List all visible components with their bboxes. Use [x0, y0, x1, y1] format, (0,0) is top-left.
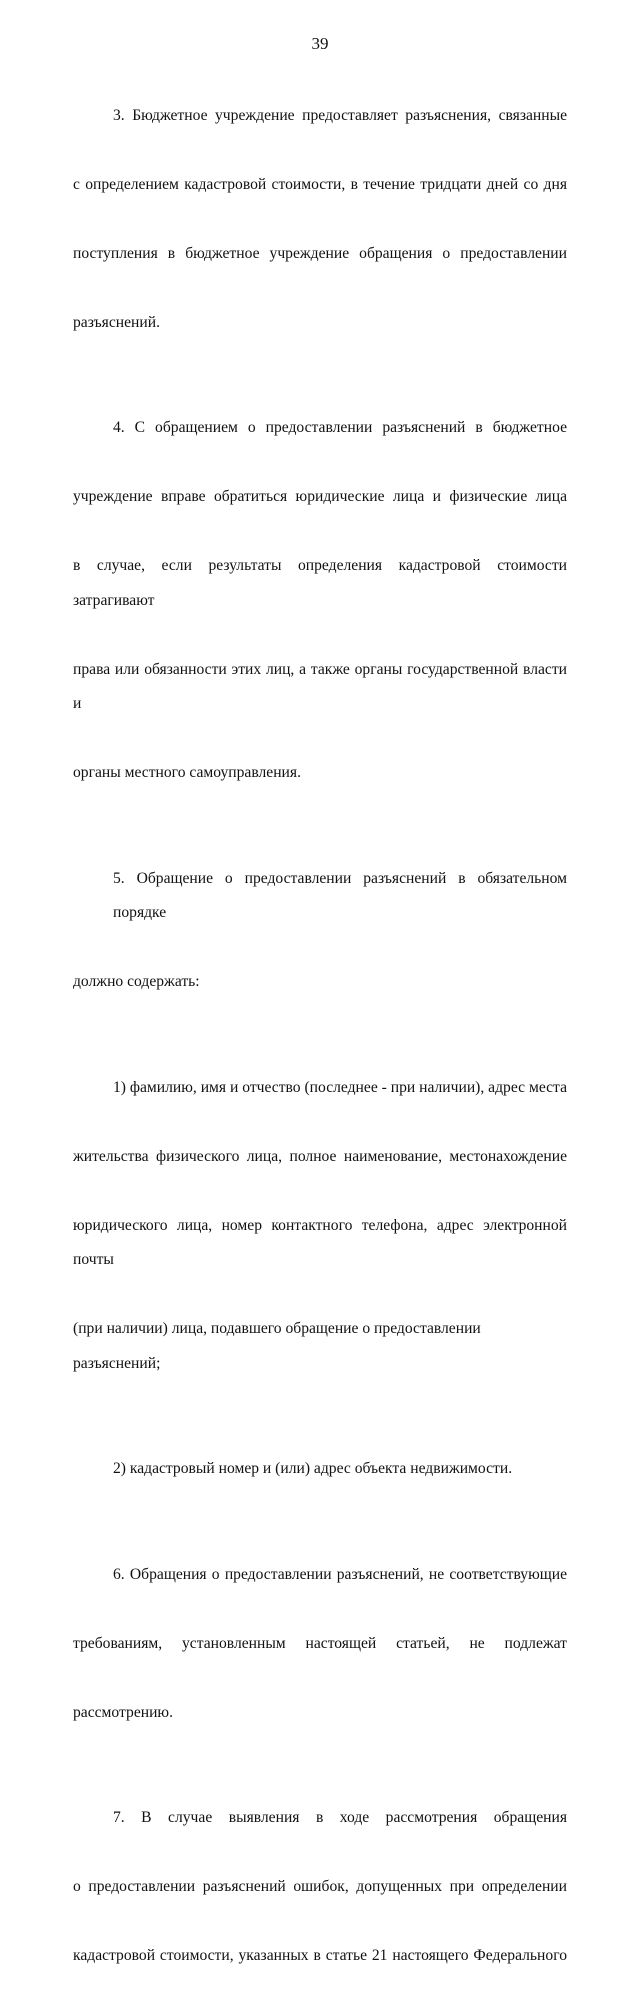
text-line: должно содержать:	[73, 965, 567, 1000]
text-line: права или обязанности этих лиц, а также органы государственной власти и	[73, 653, 567, 722]
page-number: 39	[0, 33, 640, 55]
text-line: в случае, если результаты определения кадастровой стоимости затрагивают	[73, 549, 567, 618]
list-item-2	[73, 1418, 567, 1522]
paragraph-5	[73, 827, 567, 1034]
text-line: разъяснений.	[73, 306, 567, 341]
text-line: жительства физического лица, полное наименование, местонахождение	[73, 1140, 567, 1175]
text-line: кадастровой стоимости, указанных в статье 21 настоящего Федерального	[73, 1939, 567, 1974]
text-line: 2) кадастровый номер и (или) адрес объекта недвижимости.	[73, 1452, 567, 1487]
text-line: юридического лица, номер контактного телефона, адрес электронной почты	[73, 1209, 567, 1278]
document-body	[73, 64, 567, 2008]
text-line: (при наличии) лица, подавшего обращение о предоставлении разъяснений;	[73, 1312, 567, 1381]
text-line: 7. В случае выявления в ходе рассмотрения обращения	[73, 1801, 567, 1836]
text-line: с определением кадастровой стоимости, в течение тридцати дней со дня	[73, 168, 567, 203]
text-line: поступления в бюджетное учреждение обращения о предоставлении	[73, 237, 567, 272]
text-line: 6. Обращения о предоставлении разъяснений, не соответствующие	[73, 1558, 567, 1593]
text-line: 5. Обращение о предоставлении разъяснений в обязательном порядке	[73, 862, 567, 931]
list-item-1	[73, 1036, 567, 1416]
text-line: 3. Бюджетное учреждение предоставляет разъяснения, связанные	[73, 99, 567, 134]
paragraph-7	[73, 1767, 567, 2008]
paragraph-3	[73, 64, 567, 375]
text-line: требованиям, установленным настоящей статьей, не подлежат	[73, 1627, 567, 1662]
text-line: органы местного самоуправления.	[73, 756, 567, 791]
text-line: 4. С обращением о предоставлении разъяснений в бюджетное	[73, 411, 567, 446]
text-line: о предоставлении разъяснений ошибок, допущенных при определении	[73, 1870, 567, 1905]
text-line: рассмотрению.	[73, 1696, 567, 1731]
text-line: учреждение вправе обратиться юридические лица и физические лица	[73, 480, 567, 515]
paragraph-6	[73, 1523, 567, 1765]
text-line: 1) фамилию, имя и отчество (последнее - при наличии), адрес места	[73, 1071, 567, 1106]
paragraph-4	[73, 377, 567, 826]
